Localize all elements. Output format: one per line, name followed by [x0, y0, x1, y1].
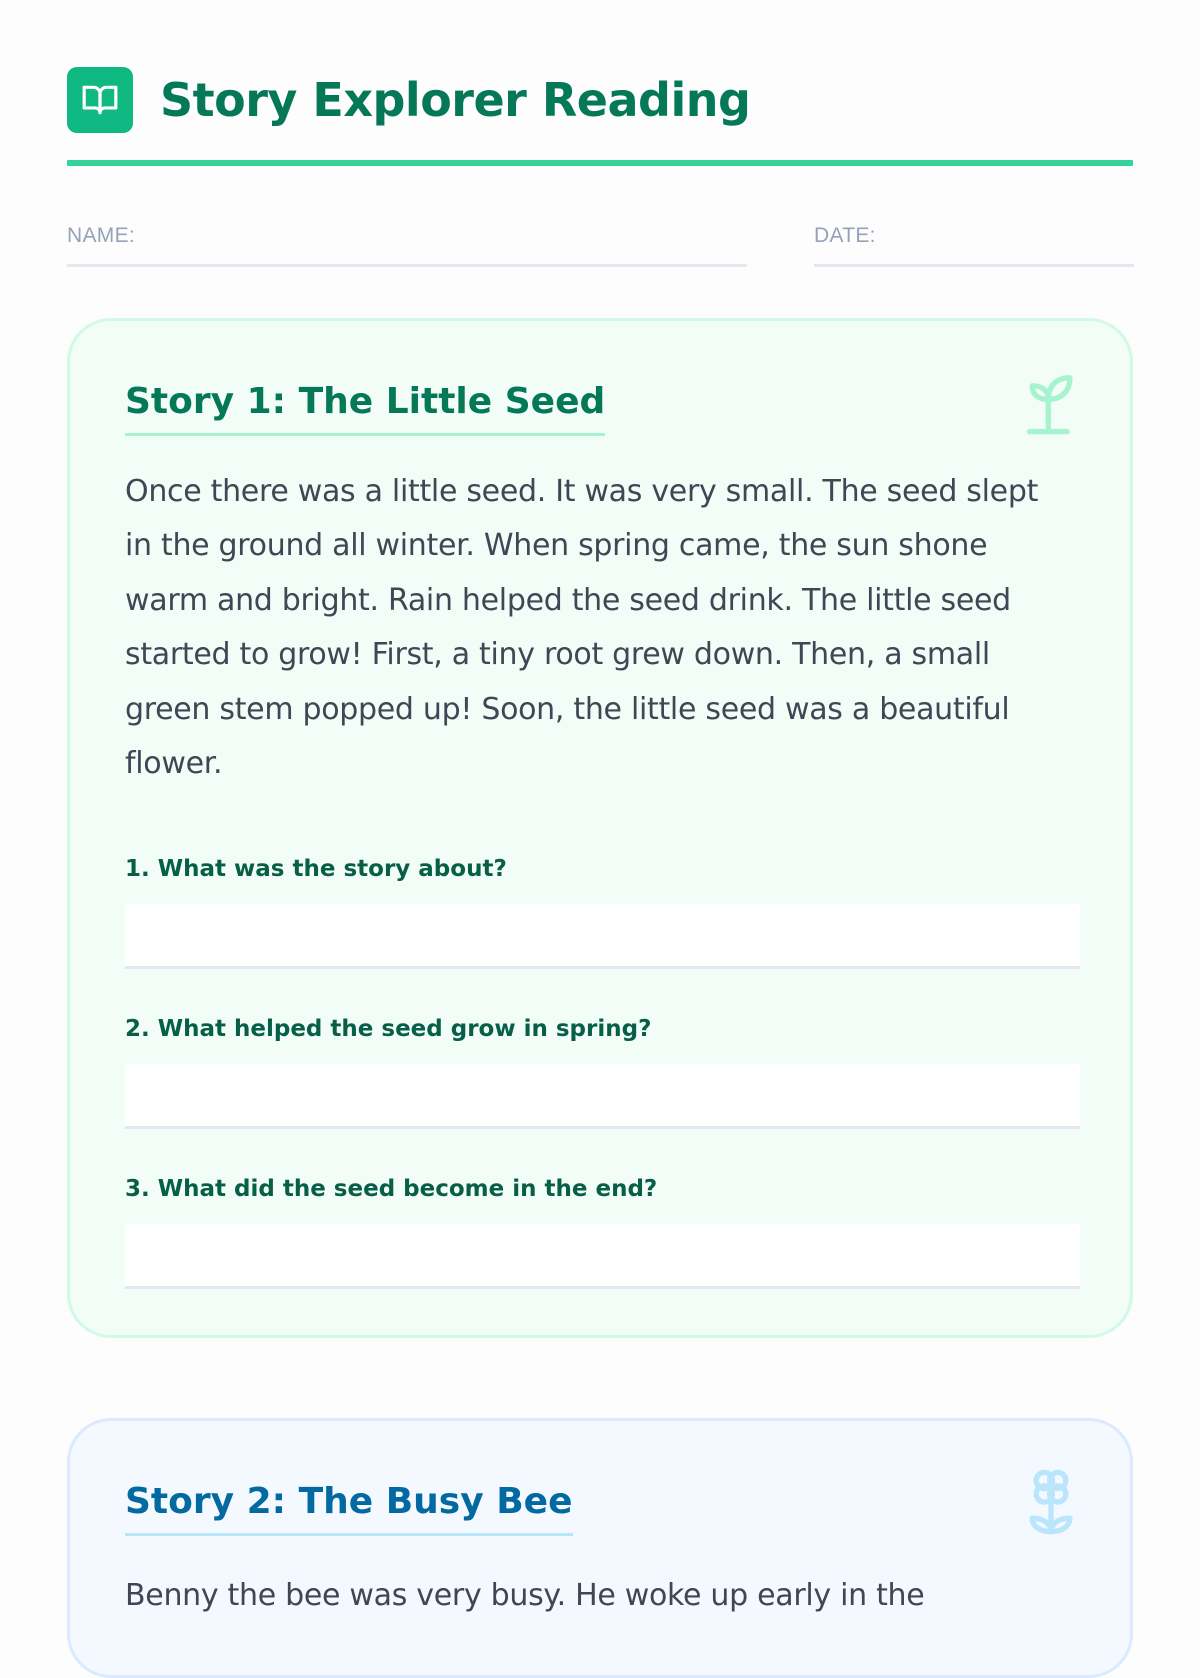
- question-3: [125, 1174, 1080, 1289]
- header-divider: [67, 160, 1133, 166]
- story-card-1: [67, 318, 1133, 1338]
- date-field[interactable]: [814, 222, 1134, 267]
- question-text: 2. What helped the seed grow in spring?: [125, 1016, 652, 1042]
- sprout-icon: [1018, 367, 1084, 437]
- question-2: [125, 1014, 1080, 1129]
- name-label: NAME:: [67, 224, 136, 247]
- answer-field[interactable]: [125, 1064, 1080, 1129]
- worksheet-header: [67, 67, 1133, 167]
- story-card-2: [67, 1418, 1133, 1678]
- story-title: Story 1: The Little Seed: [125, 379, 605, 436]
- answer-field[interactable]: [125, 904, 1080, 969]
- question-1: [125, 854, 1080, 969]
- story-passage: Once there was a little seed. It was very small. The seed slept in the ground all winter. When spring came, the sun shone warm and bright. Rain helped the seed drink. The little seed started to grow! First, a tiny root grew down. Then, a small green stem popped up! Soon, the little seed was a beautiful flower.: [125, 474, 1039, 782]
- page-title: Story Explorer Reading: [160, 73, 751, 127]
- question-text: 3. What did the seed become in the end?: [125, 1176, 658, 1202]
- story-title: Story 2: The Busy Bee: [125, 1479, 573, 1536]
- name-field[interactable]: [67, 222, 747, 267]
- answer-field[interactable]: [125, 1224, 1080, 1289]
- question-text: 1. What was the story about?: [125, 856, 507, 882]
- open-book-icon: [81, 81, 119, 119]
- story-passage: Benny the bee was very busy. He woke up early in the: [125, 1578, 925, 1613]
- flower-icon: [1018, 1467, 1084, 1537]
- logo: [67, 67, 133, 133]
- date-label: DATE:: [814, 224, 876, 247]
